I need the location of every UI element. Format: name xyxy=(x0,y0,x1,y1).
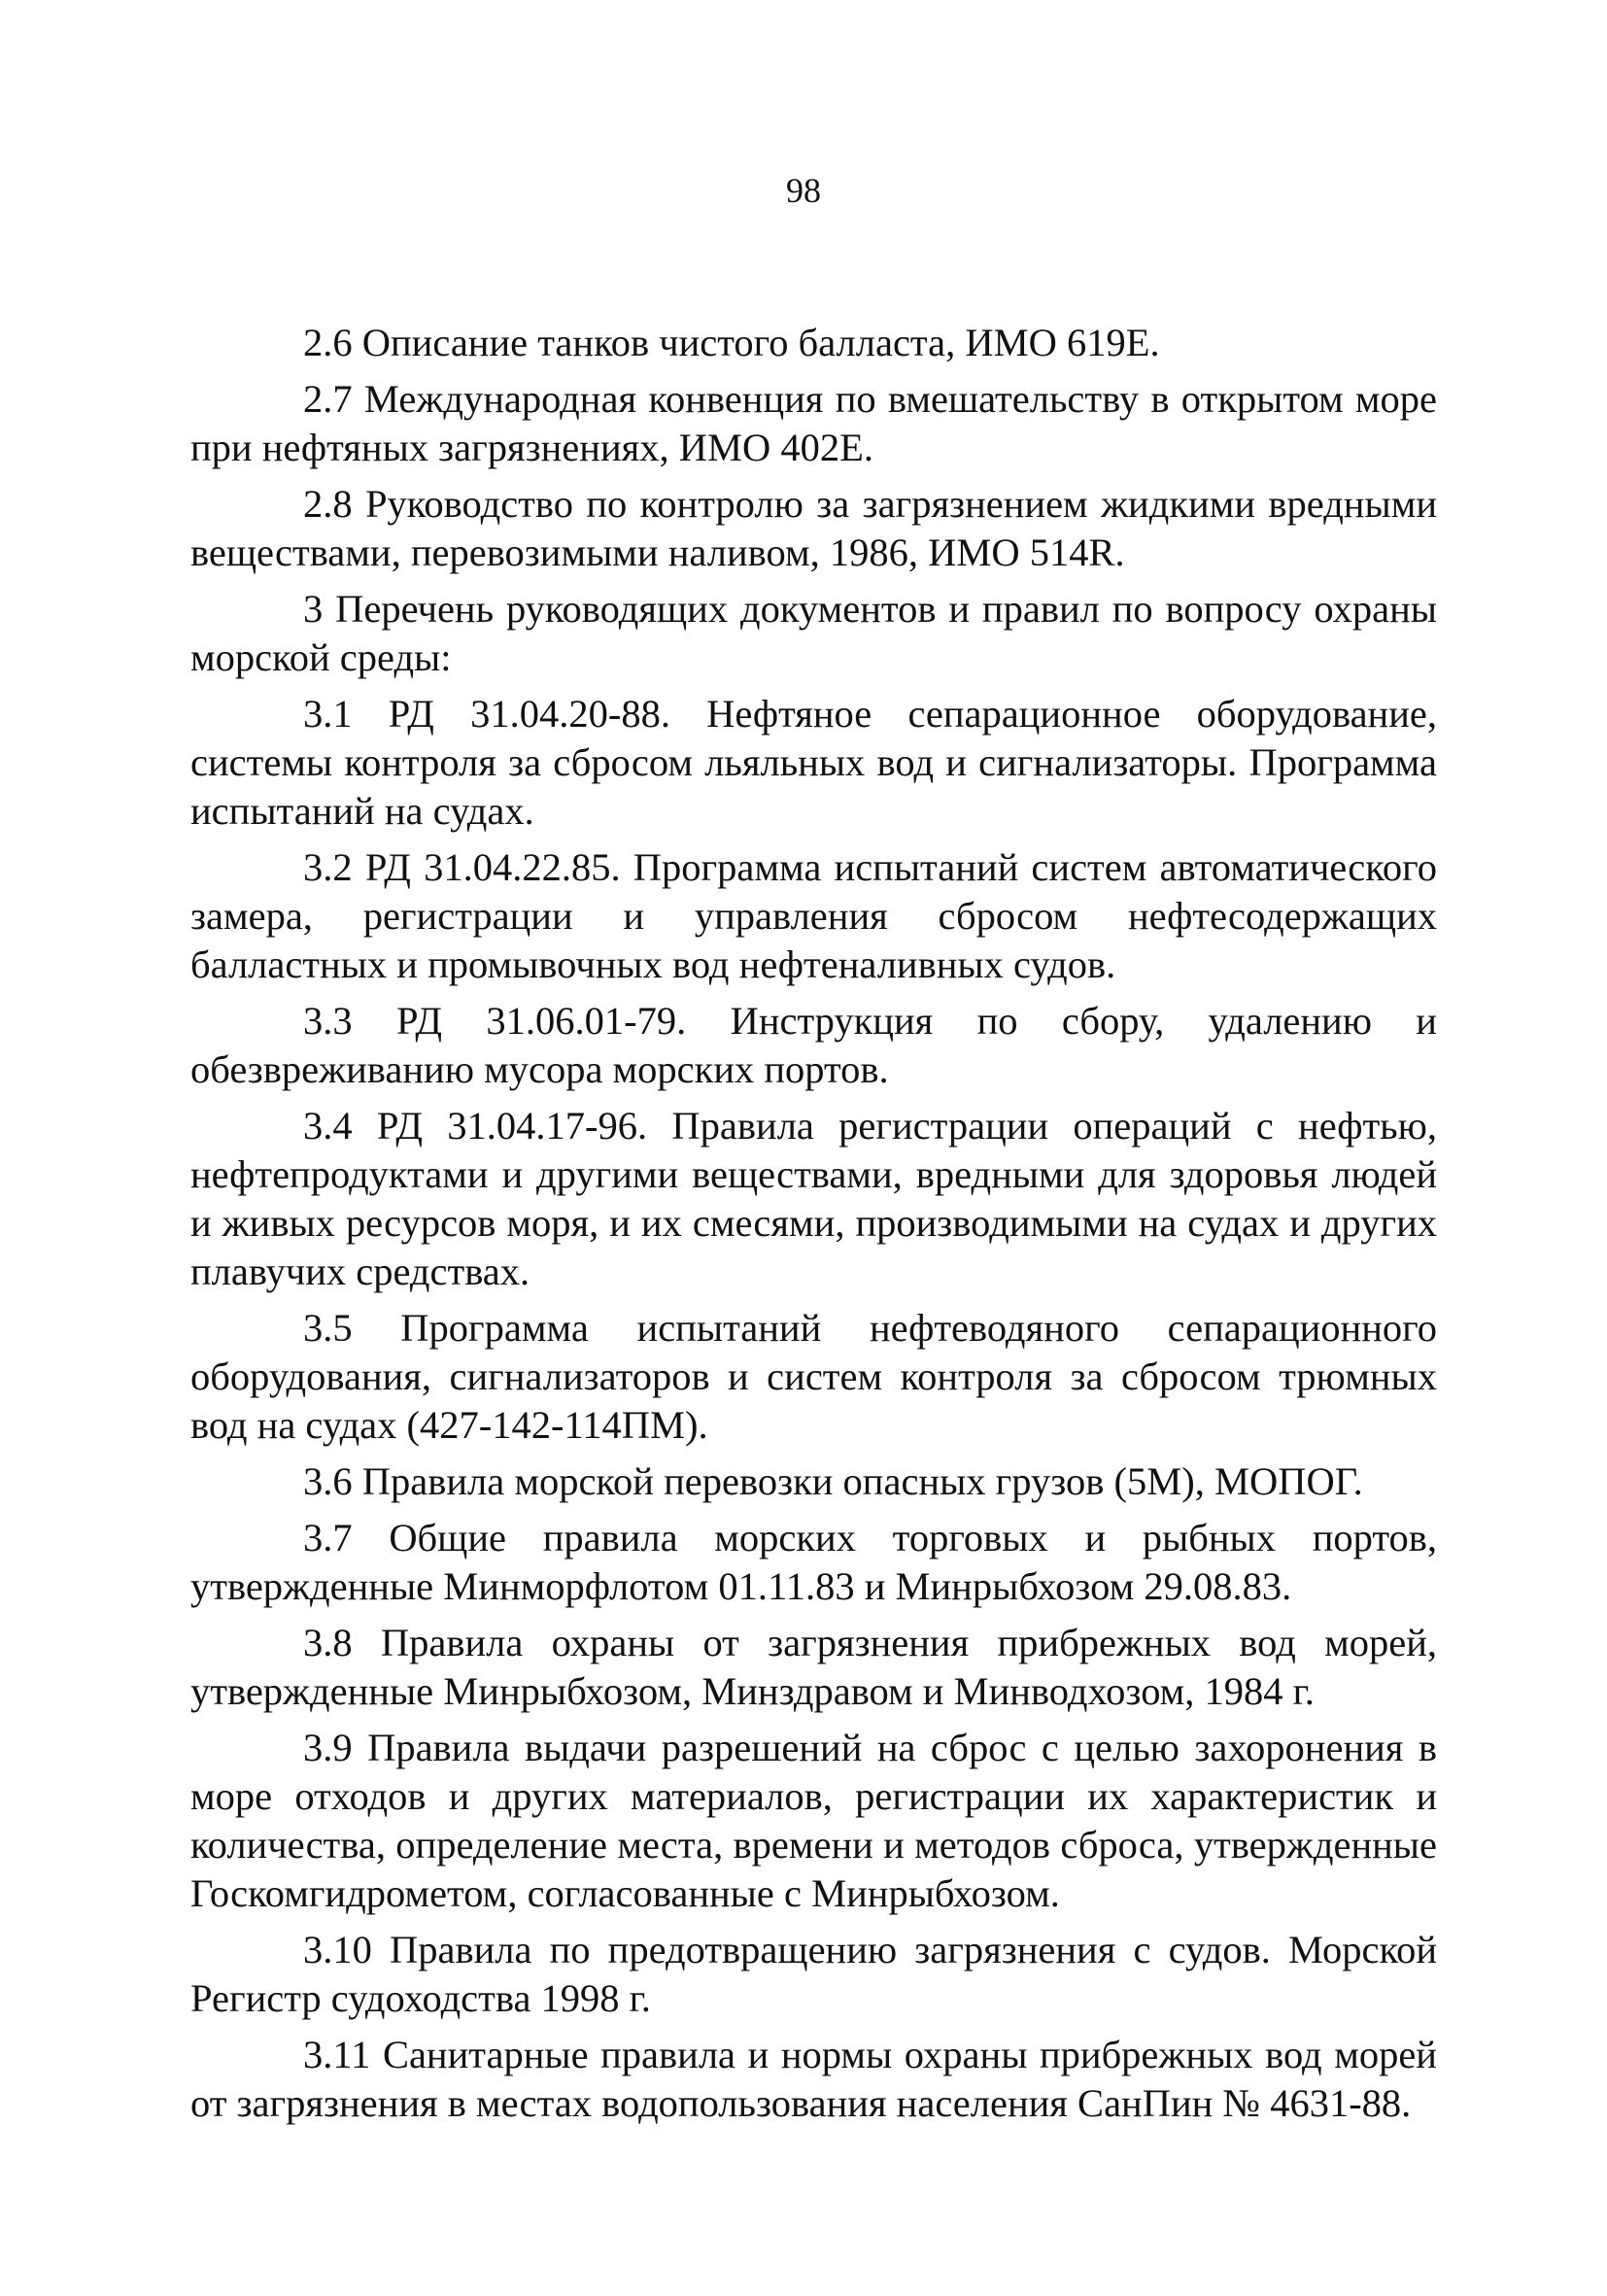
paragraph-3-9: 3.9 Правила выдачи разрешений на сброс с целью захоронения в море отходов и других материалов, регистрации их характеристик и количества, определение места, времени и методов сброса, утвержденные Госкомгидрометом, согласованные с Минрыбхозом. xyxy=(190,1726,1437,1915)
paragraph-3-1: 3.1 РД 31.04.20-88. Нефтяное сепарационное оборудование, системы контроля за сбросом льяльных вод и сигнализаторы. Программа испытаний на судах. xyxy=(190,692,1437,833)
paragraph-3-7: 3.7 Общие правила морских торговых и рыбных портов, утвержденные Минморфлотом 01.11.83 и Минрыбхозом 29.08.83. xyxy=(190,1516,1437,1608)
paragraph-3-heading: 3 Перечень руководящих документов и правил по вопросу охраны морской среды: xyxy=(190,587,1437,679)
paragraph-3-4: 3.4 РД 31.04.17-96. Правила регистрации операций с нефтью, нефтепродуктами и другими веществами, вредными для здоровья людей и живых ресурсов моря, и их смесями, производимыми на судах и других плавучих средствах. xyxy=(190,1104,1437,1293)
paragraph-2-8: 2.8 Руководство по контролю за загрязнением жидкими вредными веществами, перевозимыми наливом, 1986, ИМО 514R. xyxy=(190,482,1437,574)
paragraph-3-3: 3.3 РД 31.06.01-79. Инструкция по сбору, удалению и обезвреживанию мусора морских портов. xyxy=(190,999,1437,1091)
document-body xyxy=(190,319,1437,2136)
paragraph-2-6: 2.6 Описание танков чистого балласта, ИМО 619Е. xyxy=(303,321,1160,364)
paragraph-3-8: 3.8 Правила охраны от загрязнения прибрежных вод морей, утвержденные Минрыбхозом, Минздравом и Минводхозом, 1984 г. xyxy=(190,1621,1437,1713)
paragraph-3-6: 3.6 Правила морской перевозки опасных грузов (5М), МОПОГ. xyxy=(303,1459,1363,1503)
paragraph-3-2: 3.2 РД 31.04.22.85. Программа испытаний систем автоматического замера, регистрации и управления сбросом нефтесодержащих балластных и промывочных вод нефтеналивных судов. xyxy=(190,845,1437,986)
paragraph-3-5: 3.5 Программа испытаний нефтеводяного сепарационного оборудования, сигнализаторов и систем контроля за сбросом трюмных вод на судах (427-142-114ПМ). xyxy=(190,1306,1437,1447)
paragraph-3-10: 3.10 Правила по предотвращению загрязнения с судов. Морской Регистр судоходства 1998 г. xyxy=(190,1928,1437,2020)
paragraph-2-7: 2.7 Международная конвенция по вмешательству в открытом море при нефтяных загрязнениях, ИМО 402Е. xyxy=(190,377,1437,469)
paragraph-3-11: 3.11 Санитарные правила и нормы охраны прибрежных вод морей от загрязнения в местах водопользования населения СанПин № 4631-88. xyxy=(190,2033,1437,2125)
page-number: 98 xyxy=(786,171,821,210)
